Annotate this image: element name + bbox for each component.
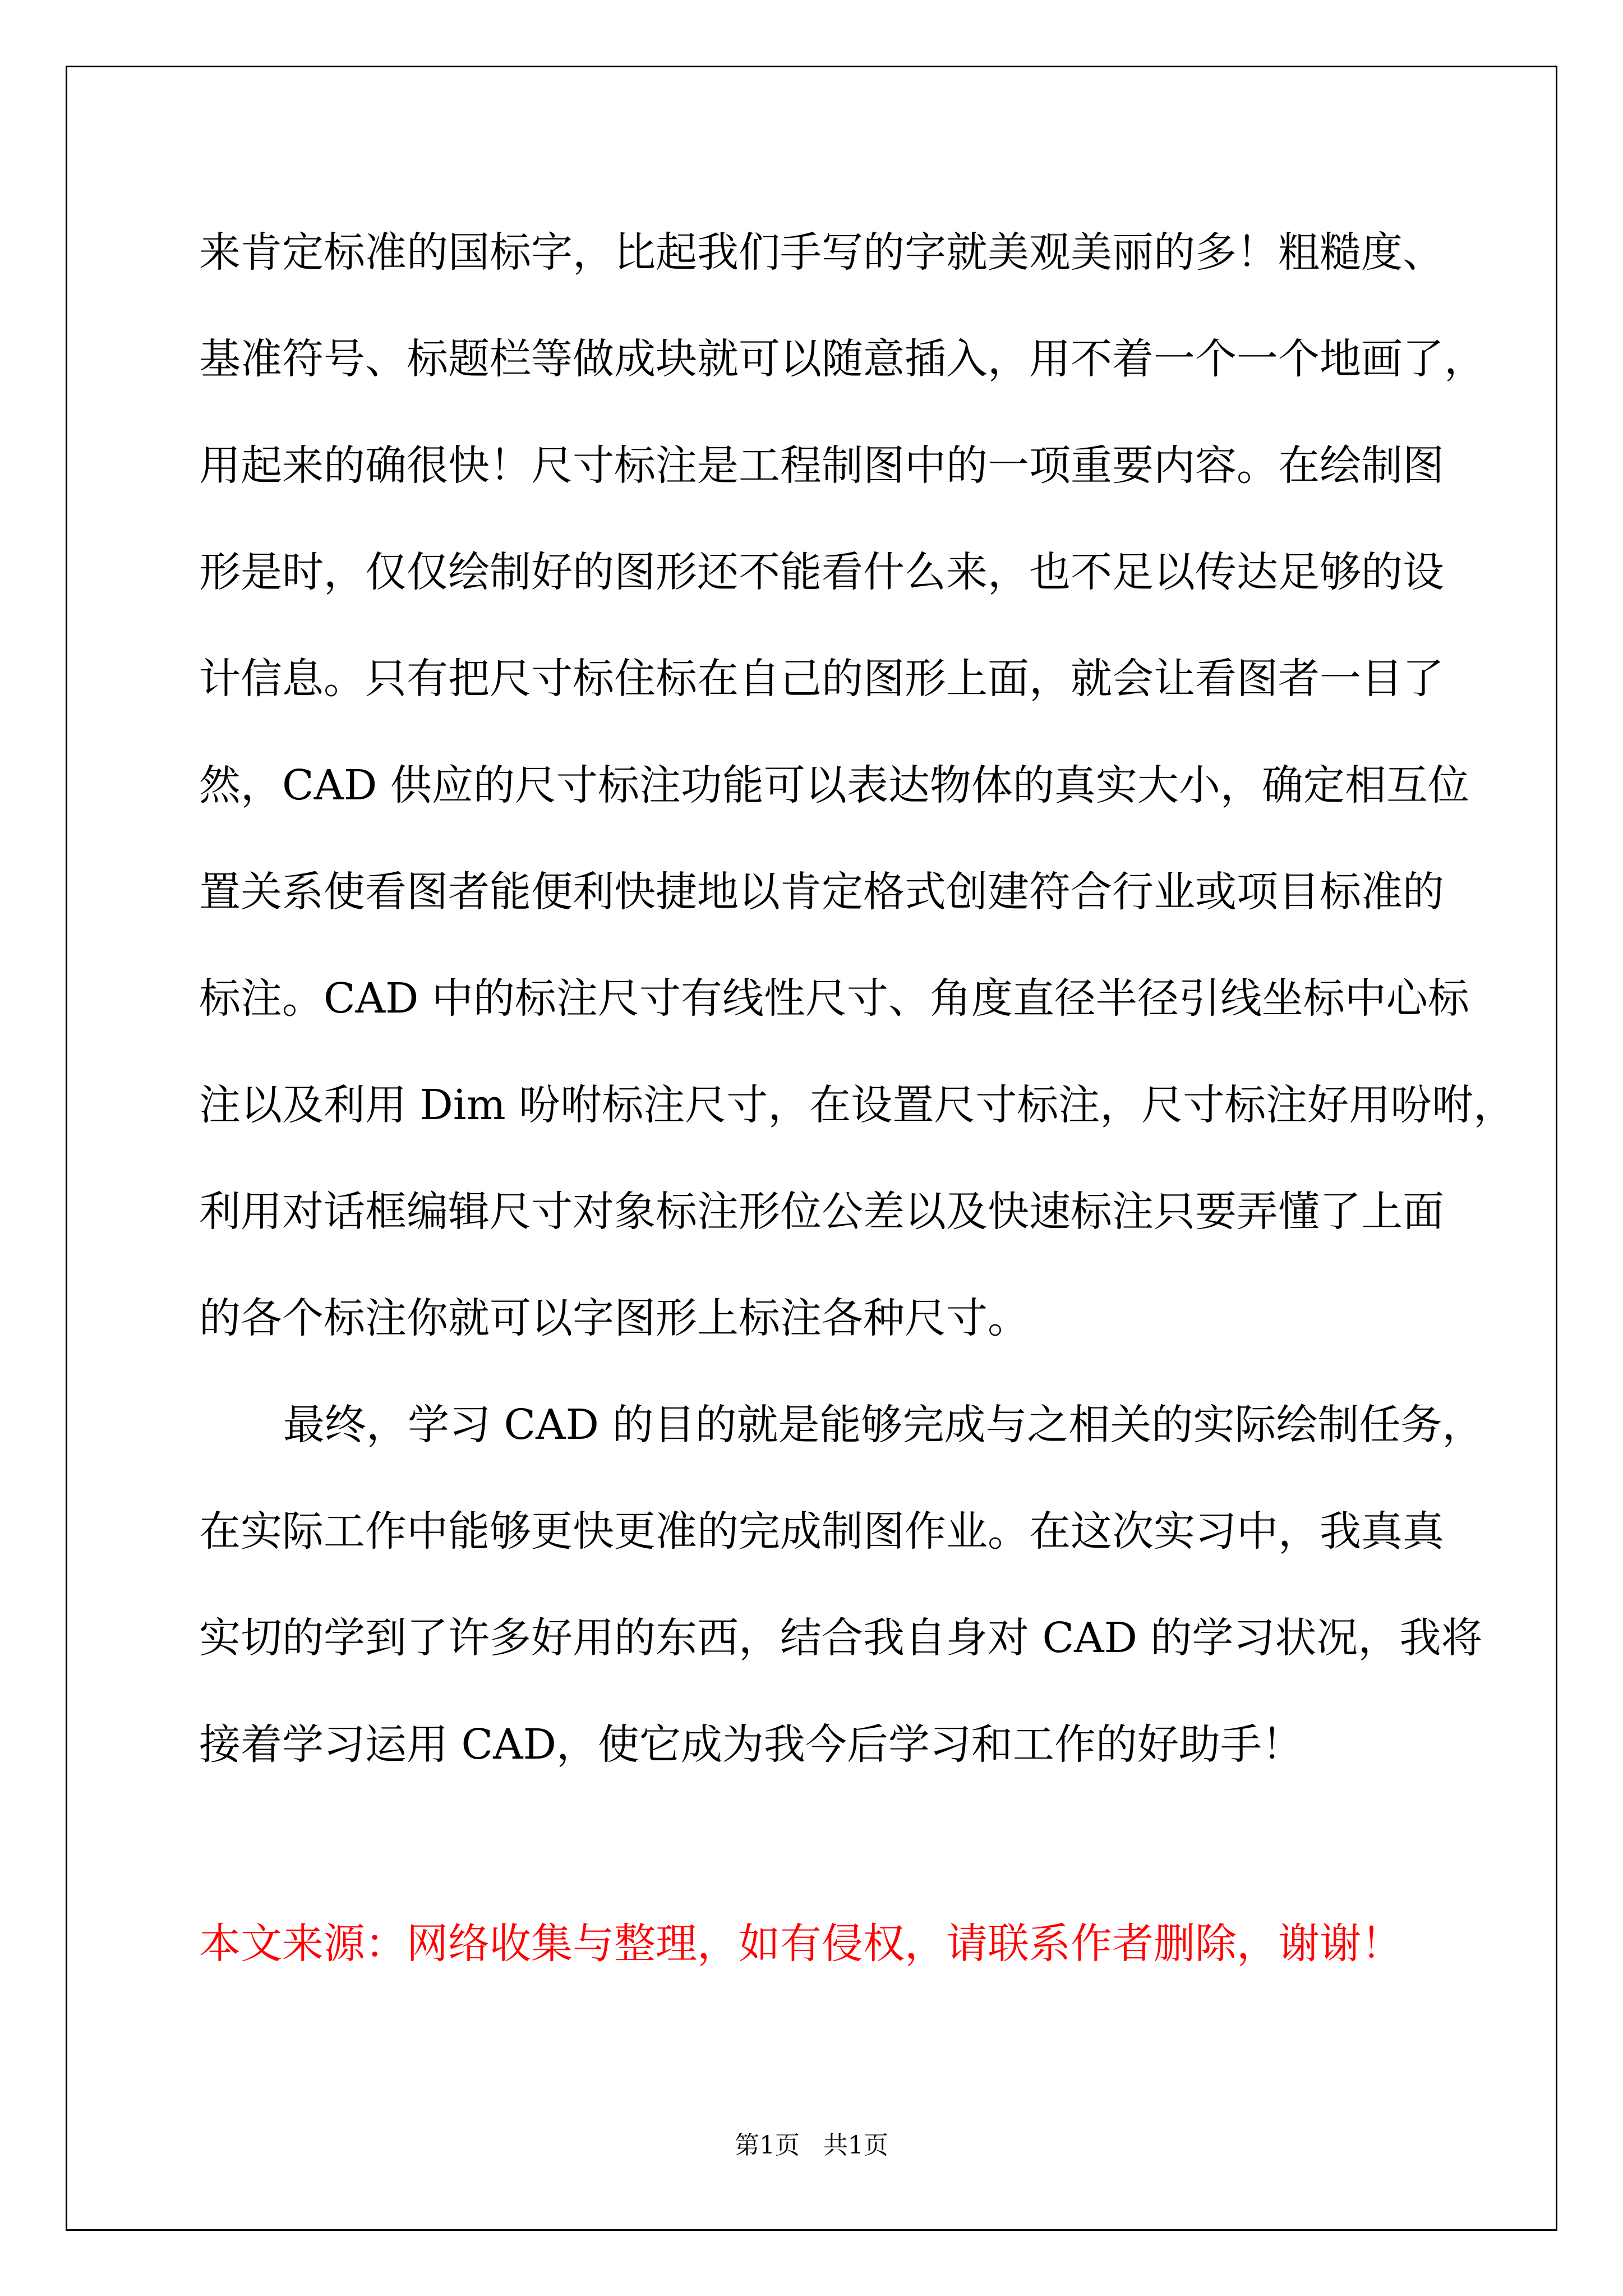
text-line: 在实际工作中能够更快更准的完成制图作业。在这次实习中，我真真 xyxy=(199,1507,1444,1556)
page-number-footer: 第1页 共1页 xyxy=(735,2131,888,2160)
text-line: 接着学习运用 CAD，使它成为我今后学习和工作的好助手！ xyxy=(199,1720,1303,1769)
text-line: 的各个标注你就可以字图形上标注各种尺寸。 xyxy=(199,1294,1029,1342)
text-line: 基准符号、标题栏等做成块就可以随意插入，用不着一个一个地画了， xyxy=(199,335,1486,383)
text-line: 标注。CAD 中的标注尺寸有线性尺寸、角度直径半径引线坐标中心标 xyxy=(199,974,1469,1023)
text-line: 然，CAD 供应的尺寸标注功能可以表达物体的真实大小，确定相互位 xyxy=(199,761,1469,809)
text-line: 来肯定标准的国标字，比起我们手写的字就美观美丽的多！粗糙度、 xyxy=(199,228,1444,277)
text-line: 实切的学到了许多好用的东西，结合我自身对 CAD 的学习状况，我将 xyxy=(199,1614,1483,1662)
text-line: 用起来的确很快！尺寸标注是工程制图中的一项重要内容。在绘制图 xyxy=(199,441,1444,490)
text-line-indented: 最终，学习 CAD 的目的就是能够完成与之相关的实际绘制任务， xyxy=(283,1401,1484,1449)
paragraph-1 xyxy=(199,199,1515,1372)
text-line: 置关系使看图者能便利快捷地以肯定格式创建符合行业或项目标准的 xyxy=(199,868,1444,916)
document-body xyxy=(199,199,1515,1798)
text-line: 计信息。只有把尺寸标住标在自己的图形上面，就会让看图者一目了 xyxy=(199,655,1444,703)
text-line: 注以及利用 Dim 吩咐标注尺寸，在设置尺寸标注，尺寸标注好用吩咐， xyxy=(199,1081,1515,1129)
paragraph-2 xyxy=(199,1372,1484,1798)
text-line: 形是时，仅仅绘制好的图形还不能看什么来，也不足以传达足够的设 xyxy=(199,548,1444,596)
text-line: 利用对话框编辑尺寸对象标注形位公差以及快速标注只要弄懂了上面 xyxy=(199,1188,1444,1236)
source-note: 本文来源：网络收集与整理，如有侵权，请联系作者删除，谢谢！ xyxy=(199,1920,1403,1968)
